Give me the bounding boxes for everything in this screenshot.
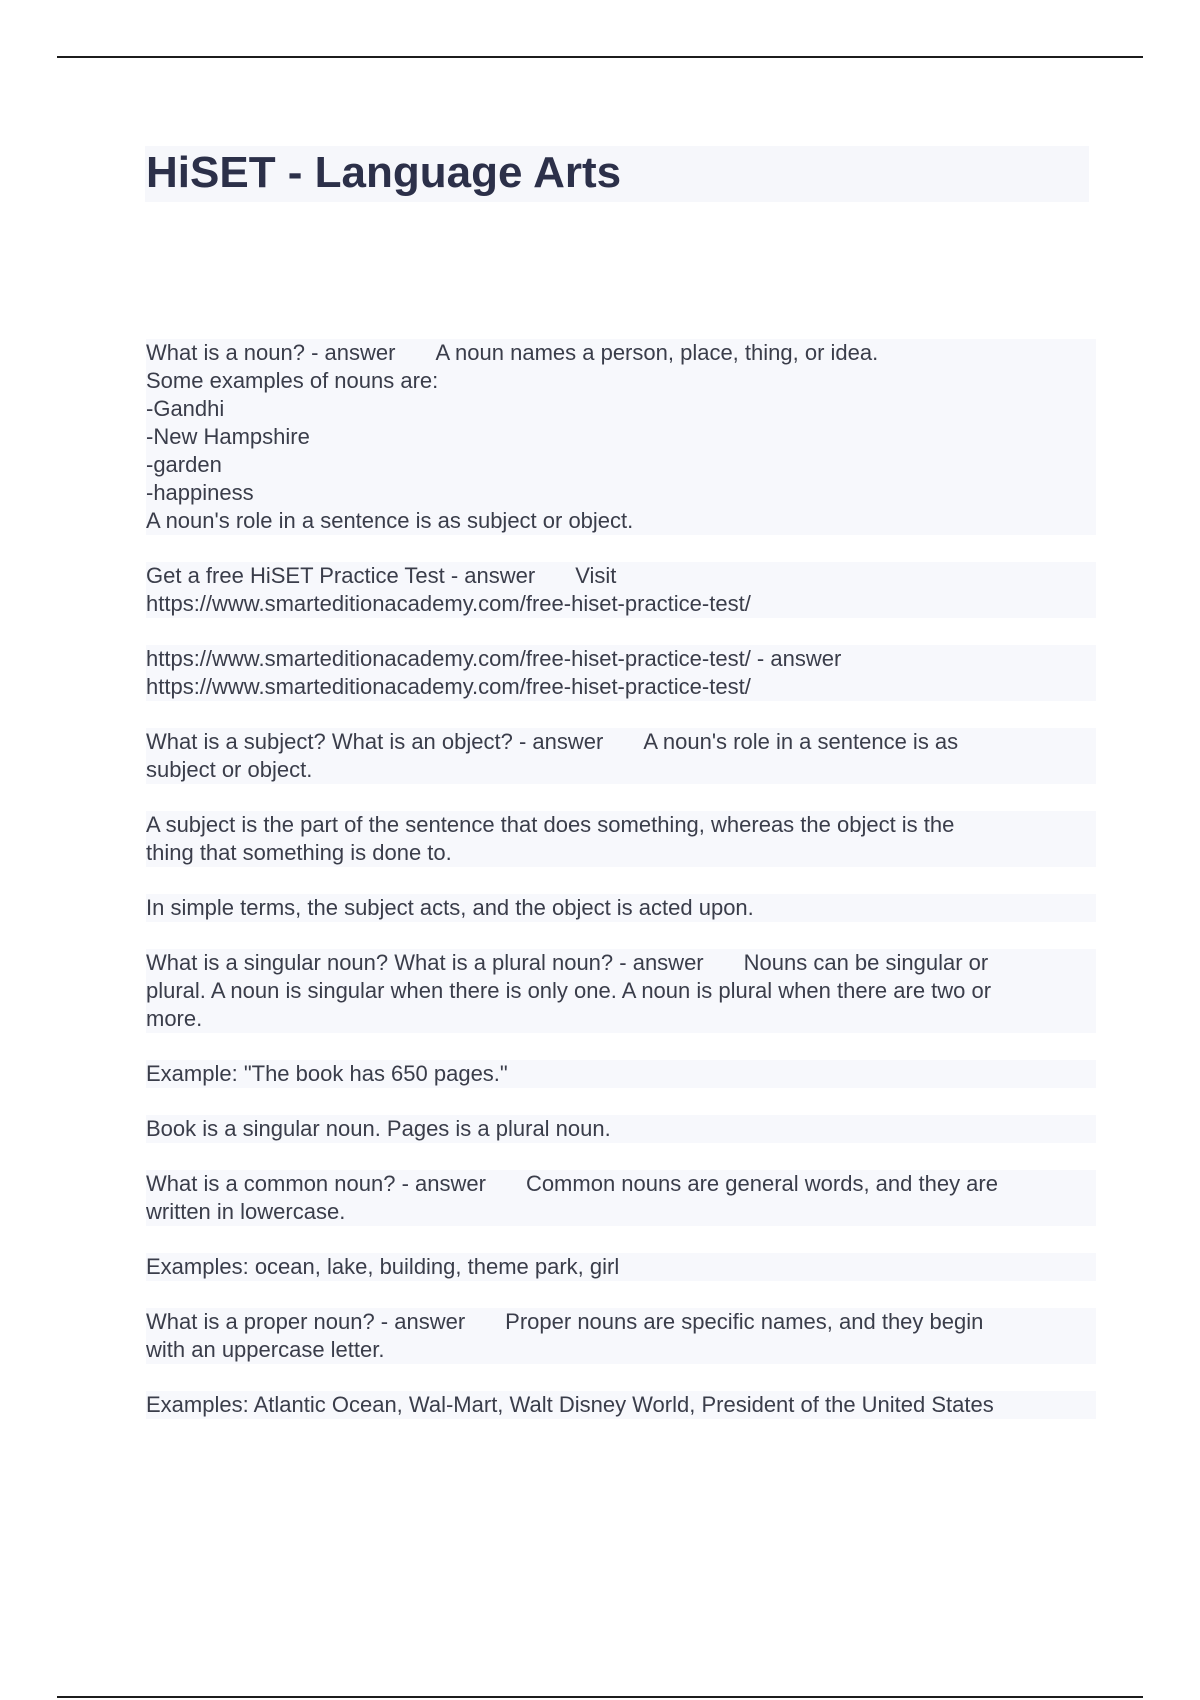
answer-text: A noun's role in a sentence is as [643,729,959,754]
text-line [146,1170,1096,1198]
question-text: What is a common noun? - answer [146,1171,486,1196]
text-line: -New Hampshire [146,424,310,449]
text-line: https://www.smarteditionacademy.com/free-hiset-practice-test/ - answer [146,646,842,671]
bottom-divider [57,1696,1143,1698]
page-title: HiSET - Language Arts [146,148,622,197]
flashcard-block [146,728,1096,784]
text-line: -Gandhi [146,396,225,421]
text-line: subject or object. [146,757,313,782]
text-line: In simple terms, the subject acts, and the object is acted upon. [146,895,754,920]
flashcard-block [146,894,1096,922]
flashcard-block [146,562,1096,618]
text-line: more. [146,1006,203,1031]
text-line: thing that something is done to. [146,840,452,865]
flashcard-list [146,339,1096,1446]
question-text: Get a free HiSET Practice Test - answer [146,563,536,588]
answer-text: Visit [575,563,617,588]
flashcard-block [146,645,1096,701]
text-line: A noun's role in a sentence is as subject or object. [146,508,634,533]
flashcard-block [146,1253,1096,1281]
text-line: Book is a singular noun. Pages is a plural noun. [146,1116,611,1141]
text-line: -happiness [146,480,254,505]
flashcard-block [146,949,1096,1033]
text-line [146,1308,1096,1336]
text-line: with an uppercase letter. [146,1337,385,1362]
answer-text: Proper nouns are specific names, and they begin [505,1309,984,1334]
flashcard-block [146,339,1096,535]
flashcard-block [146,1391,1096,1419]
text-line: A subject is the part of the sentence that does something, whereas the object is the [146,812,955,837]
text-line: plural. A noun is singular when there is only one. A noun is plural when there are two or [146,978,992,1003]
flashcard-block [146,1115,1096,1143]
text-line: written in lowercase. [146,1199,346,1224]
question-text: What is a singular noun? What is a plural noun? - answer [146,950,704,975]
answer-text: Nouns can be singular or [743,950,989,975]
text-line [146,562,1096,590]
flashcard-block [146,1308,1096,1364]
text-line: https://www.smarteditionacademy.com/free-hiset-practice-test/ [146,674,751,699]
flashcard-block [146,811,1096,867]
top-divider [57,56,1143,58]
answer-text: A noun names a person, place, thing, or idea. [435,340,879,365]
flashcard-block [146,1170,1096,1226]
text-line [146,949,1096,977]
text-line [146,339,1096,367]
text-line [146,728,1096,756]
text-line: Examples: Atlantic Ocean, Wal-Mart, Walt Disney World, President of the United States [146,1392,994,1417]
question-text: What is a subject? What is an object? - answer [146,729,604,754]
text-line: Some examples of nouns are: [146,368,439,393]
question-text: What is a proper noun? - answer [146,1309,466,1334]
question-text: What is a noun? - answer [146,340,396,365]
text-line: Examples: ocean, lake, building, theme park, girl [146,1254,620,1279]
answer-text: Common nouns are general words, and they are [525,1171,998,1196]
text-line: https://www.smarteditionacademy.com/free-hiset-practice-test/ [146,591,751,616]
flashcard-block [146,1060,1096,1088]
text-line: -garden [146,452,222,477]
text-line: Example: "The book has 650 pages." [146,1061,508,1086]
